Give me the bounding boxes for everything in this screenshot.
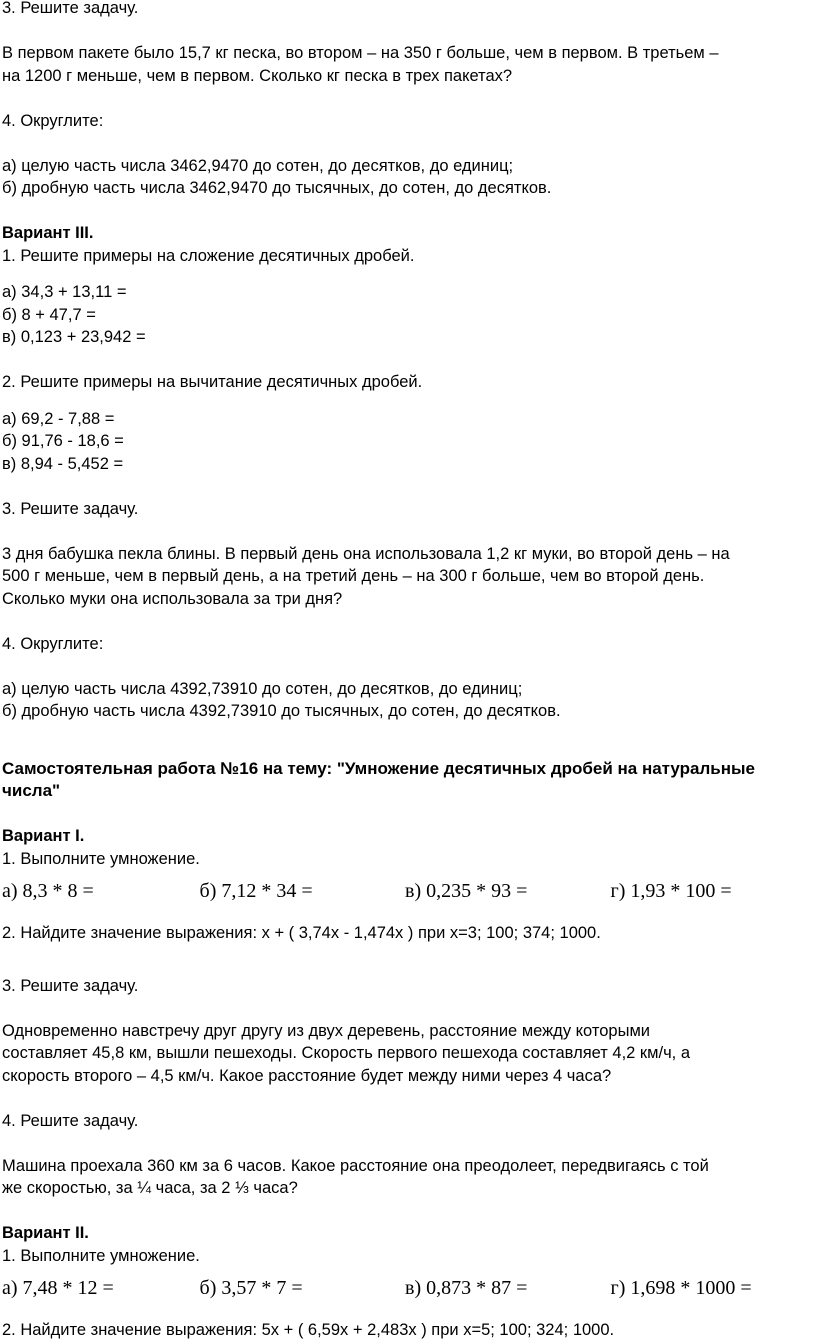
- v3-addition-example: в) 0,123 + 23,942 =: [2, 328, 146, 346]
- task-3-text-line: на 1200 г меньше, чем в первом. Сколько кг песка в трех пакетах?: [2, 66, 513, 85]
- v2-task-1-heading: 1. Выполните умножение.: [2, 1246, 200, 1265]
- v2-mul-item: г) 1,698 * 1000 =: [610, 1277, 752, 1299]
- v1-task-3-text-line: составляет 45,8 км, вышли пешеходы. Скорость первого пешехода составляет 4,2 км/ч, а: [2, 1044, 691, 1062]
- v1-mul-item: в) 0,235 * 93 =: [405, 880, 528, 902]
- v2-mul-item: а) 7,48 * 12 =: [2, 1277, 114, 1299]
- v1-multiplication-row: [2, 878, 810, 904]
- v3-task-1-heading: 1. Решите примеры на сложение десятичных дробей.: [2, 246, 415, 265]
- v3-subtraction-example: б) 91,76 - 18,6 =: [2, 432, 124, 450]
- v3-task-3-text-line: 500 г меньше, чем в первый день, а на третий день – на 300 г больше, чем во второй день.: [2, 567, 705, 585]
- v3-addition-example: б) 8 + 47,7 =: [2, 305, 96, 324]
- variant-1-title: Вариант I.: [2, 827, 85, 845]
- v1-mul-item: б) 7,12 * 34 =: [199, 880, 313, 902]
- task-4-item: б) дробную часть числа 3462,9470 до тысячных, до сотен, до десятков.: [2, 179, 552, 197]
- v1-task-3-text-line: скорость второго – 4,5 км/ч. Какое расстояние будет между ними через 4 часа?: [2, 1066, 612, 1085]
- v3-task-2-heading: 2. Решите примеры на вычитание десятичных дробей.: [2, 373, 423, 391]
- v1-task-3-text-line: Одновременно навстречу друг другу из двух деревень, расстояние между которыми: [2, 1021, 651, 1040]
- work-16-title-line: Самостоятельная работа №16 на тему: "Умножение десятичных дробей на натуральные: [2, 758, 755, 778]
- task-3-heading: 3. Решите задачу.: [2, 0, 139, 17]
- task-3-text-line: В первом пакете было 15,7 кг песка, во втором – на 350 г больше, чем в первом. В третьем –: [2, 44, 719, 62]
- variant-3-title: Вариант III.: [2, 224, 94, 242]
- v1-mul-item: г) 1,93 * 100 =: [610, 880, 732, 902]
- v1-task-1-heading: 1. Выполните умножение.: [2, 849, 200, 868]
- v1-task-3-heading: 3. Решите задачу.: [2, 976, 139, 995]
- work-16-title-line: числа": [2, 781, 61, 800]
- task-4-heading: 4. Округлите:: [2, 111, 104, 130]
- v1-task-2-heading: 2. Найдите значение выражения: x + ( 3,74x - 1,474x ) при x=3; 100; 374; 1000.: [2, 924, 601, 942]
- v3-subtraction-example: а) 69,2 - 7,88 =: [2, 409, 115, 428]
- v3-addition-example: а) 34,3 + 13,11 =: [2, 283, 127, 301]
- v1-task-4-heading: 4. Решите задачу.: [2, 1111, 139, 1130]
- v3-task-4-heading: 4. Округлите:: [2, 634, 104, 653]
- v2-mul-item: б) 3,57 * 7 =: [199, 1277, 303, 1299]
- v2-multiplication-row: [2, 1275, 810, 1301]
- v1-mul-item: а) 8,3 * 8 =: [2, 880, 94, 902]
- v3-task-3-text-line: 3 дня бабушка пекла блины. В первый день она использовала 1,2 кг муки, во второй день – на: [2, 544, 730, 563]
- v1-task-4-text-line: Машина проехала 360 км за 6 часов. Какое расстояние она преодолеет, передвигаясь с той: [2, 1156, 709, 1175]
- v1-task-4-text-line: же скоростью, за ¼ часа, за 2 ⅓ часа?: [2, 1179, 298, 1197]
- v2-mul-item: в) 0,873 * 87 =: [405, 1277, 528, 1299]
- v3-task-4-item: б) дробную часть числа 4392,73910 до тысячных, до сотен, до десятков.: [2, 702, 561, 720]
- v3-subtraction-example: в) 8,94 - 5,452 =: [2, 454, 124, 473]
- v3-task-4-item: а) целую часть числа 4392,73910 до сотен, до десятков, до единиц;: [2, 679, 523, 698]
- v3-task-3-heading: 3. Решите задачу.: [2, 499, 139, 518]
- v2-task-2-heading: 2. Найдите значение выражения: 5x + ( 6,59x + 2,483x ) при x=5; 100; 324; 1000.: [2, 1321, 615, 1339]
- v3-task-3-text-line: Сколько муки она использовала за три дня?: [2, 589, 343, 608]
- task-4-item: а) целую часть числа 3462,9470 до сотен, до десятков, до единиц;: [2, 156, 514, 175]
- variant-2-title: Вариант II.: [2, 1224, 89, 1242]
